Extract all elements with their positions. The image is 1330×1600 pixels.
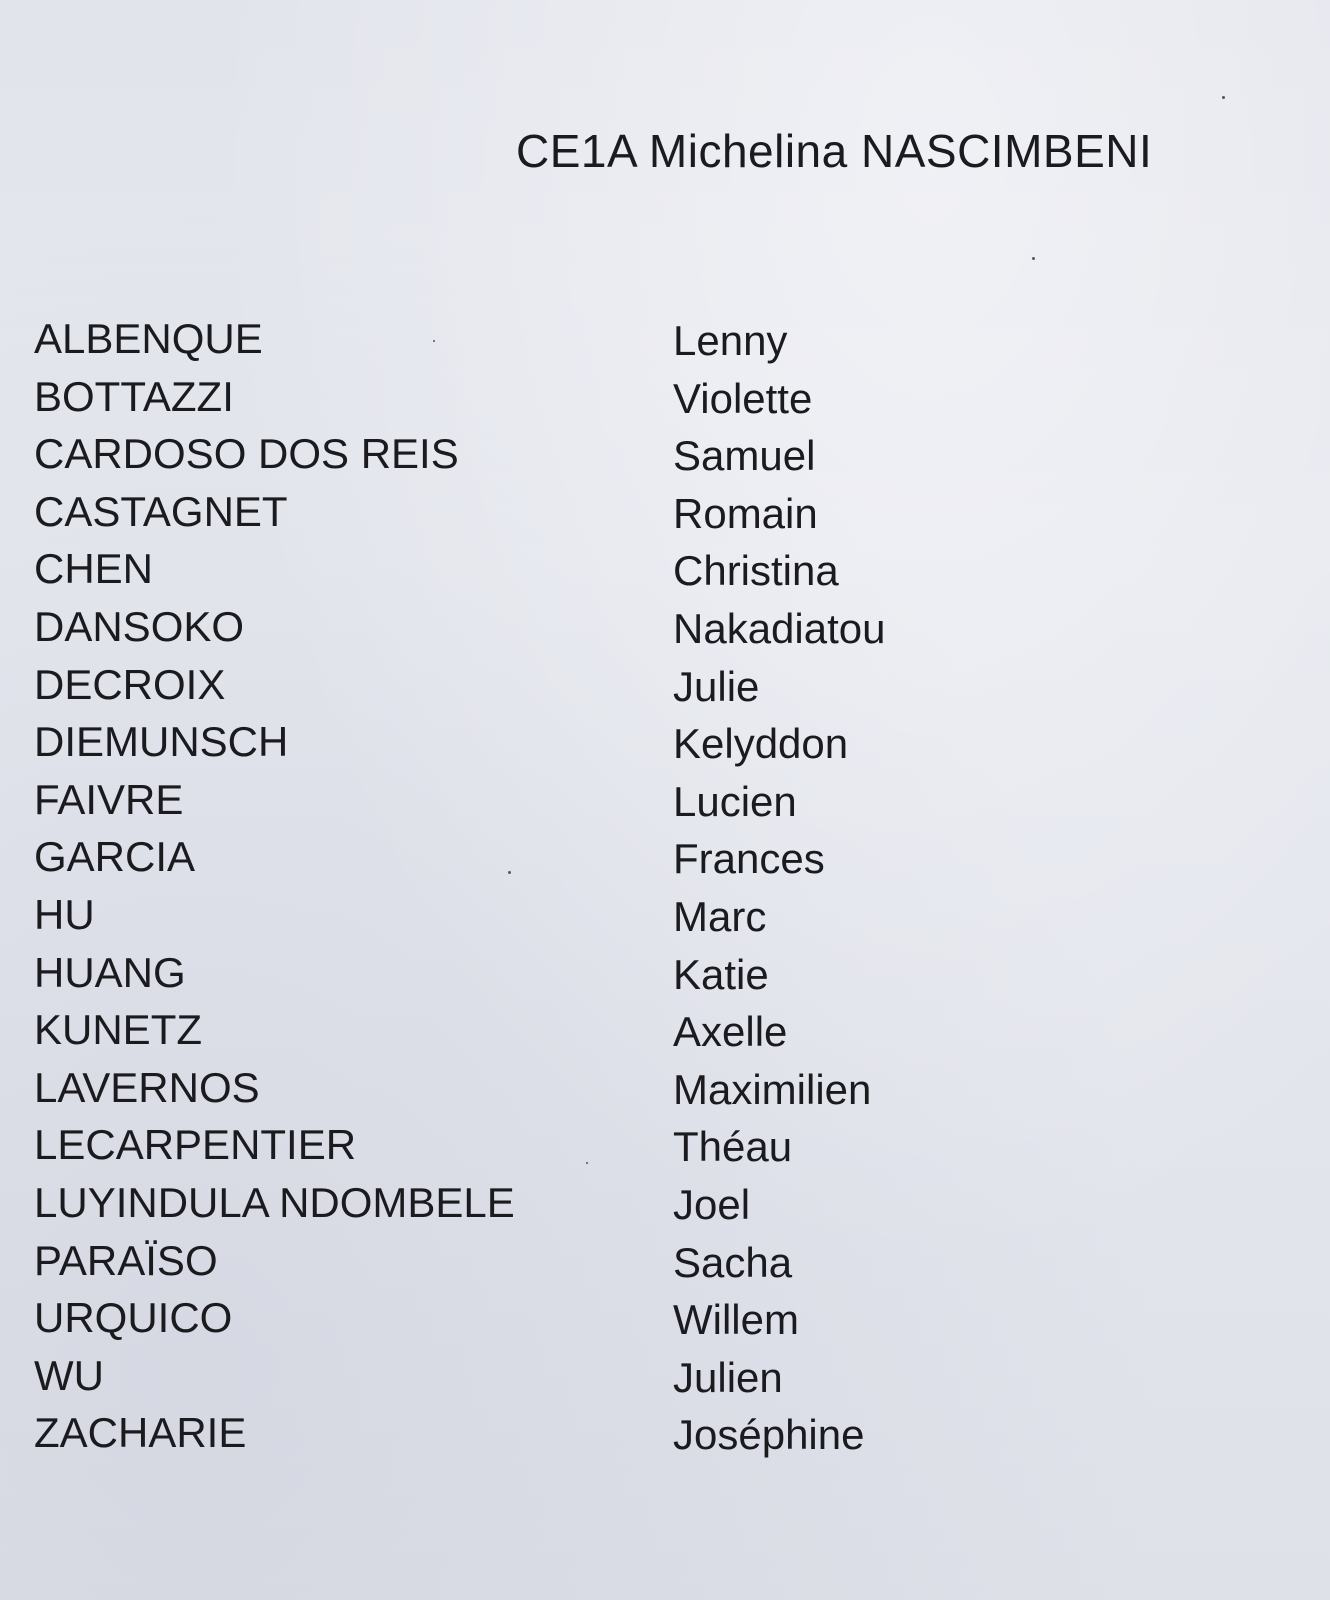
student-first-name: Joel [673, 1180, 751, 1228]
paper-speck [433, 340, 435, 342]
student-first-name: Romain [673, 489, 818, 537]
student-surname: HU [34, 890, 95, 938]
student-surname: DIEMUNSCH [34, 718, 289, 766]
student-row [0, 372, 1330, 430]
student-row [0, 775, 1330, 833]
student-row [0, 1063, 1330, 1121]
paper-speck [586, 1162, 588, 1164]
student-surname: CASTAGNET [34, 487, 288, 535]
paper-speck [1032, 257, 1035, 260]
student-surname: FAIVRE [34, 775, 184, 823]
student-surname: LUYINDULA NDOMBELE [34, 1178, 515, 1226]
student-row [0, 429, 1330, 487]
student-surname: ZACHARIE [34, 1409, 247, 1457]
student-first-name: Violette [673, 374, 813, 422]
student-row [0, 717, 1330, 775]
student-first-name: Lucien [673, 777, 797, 825]
student-row [0, 314, 1330, 372]
student-first-name: Frances [673, 835, 825, 883]
student-first-name: Joséphine [673, 1411, 865, 1459]
student-first-name: Julie [673, 662, 760, 710]
class-title: CE1A Michelina NASCIMBENI [516, 125, 1153, 177]
student-first-name: Sacha [673, 1238, 793, 1286]
student-first-name: Maximilien [673, 1065, 872, 1113]
student-first-name: Katie [673, 950, 769, 998]
student-row [0, 948, 1330, 1006]
student-surname: HUANG [34, 948, 186, 996]
student-row [0, 1236, 1330, 1294]
student-surname: WU [34, 1351, 104, 1399]
paper-speck [1222, 96, 1225, 99]
student-row [0, 1005, 1330, 1063]
student-surname: LAVERNOS [34, 1063, 260, 1111]
student-surname: ALBENQUE [34, 315, 263, 362]
student-surname: URQUICO [34, 1294, 233, 1342]
student-surname: DANSOKO [34, 602, 245, 650]
student-row [0, 890, 1330, 948]
student-first-name: Willem [673, 1296, 799, 1344]
student-row [0, 1351, 1330, 1409]
student-row [0, 602, 1330, 660]
student-first-name: Lenny [673, 317, 788, 364]
student-surname: LECARPENTIER [34, 1121, 357, 1169]
student-first-name: Samuel [673, 432, 816, 480]
student-first-name: Marc [673, 892, 767, 940]
student-surname: PARAÏSO [34, 1236, 218, 1284]
student-list [0, 314, 1330, 1466]
student-row [0, 544, 1330, 602]
student-surname: GARCIA [34, 833, 196, 881]
student-first-name: Axelle [673, 1008, 788, 1056]
student-row [0, 1178, 1330, 1236]
student-first-name: Nakadiatou [673, 604, 886, 652]
student-surname: DECROIX [34, 660, 226, 708]
student-surname: CHEN [34, 545, 154, 593]
paper-speck [508, 871, 511, 874]
student-row [0, 832, 1330, 890]
student-row [0, 660, 1330, 718]
student-row [0, 1120, 1330, 1178]
student-first-name: Christina [673, 547, 839, 595]
student-surname: KUNETZ [34, 1006, 202, 1054]
student-row [0, 487, 1330, 545]
student-first-name: Kelyddon [673, 720, 849, 768]
student-first-name: Théau [673, 1123, 793, 1171]
student-surname: CARDOSO DOS REIS [34, 430, 459, 478]
student-row [0, 1293, 1330, 1351]
student-surname: BOTTAZZI [34, 372, 234, 420]
student-first-name: Julien [673, 1353, 783, 1401]
student-row [0, 1408, 1330, 1466]
